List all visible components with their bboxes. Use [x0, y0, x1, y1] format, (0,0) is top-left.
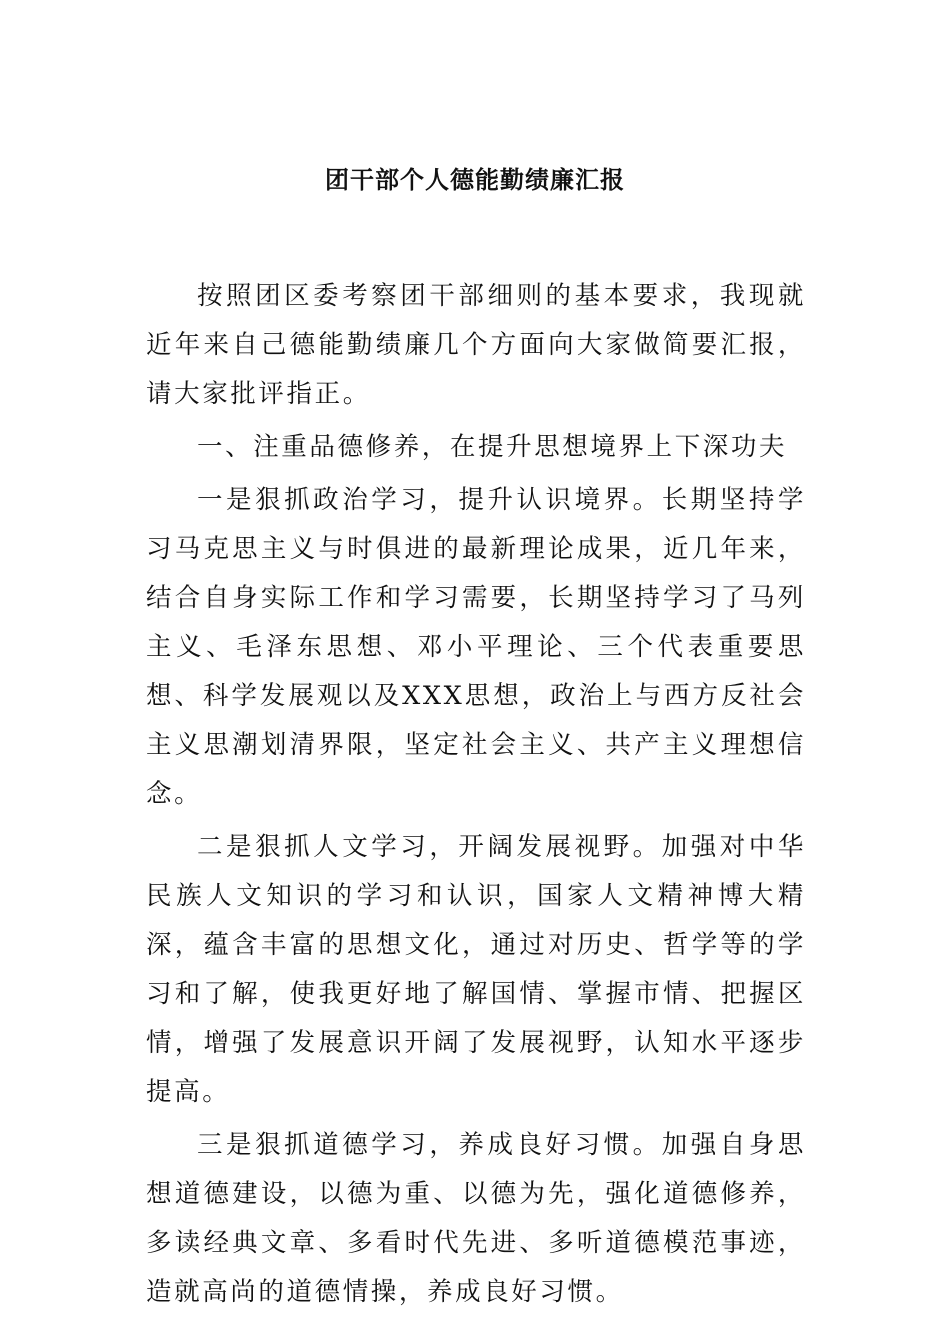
section-heading-1: 一、注重品德修养，在提升思想境界上下深功夫 — [197, 432, 788, 462]
document-body — [146, 272, 806, 1321]
paragraph-humanities-study: 二是狠抓人文学习，开阔发展视野。加强对中华民族人文知识的学习和认识，国家人文精神博大精深，蕴含丰富的思想文化，通过对历史、哲学等的学习和了解，使我更好地了解国情、掌握市情、把握区情，增强了发展意识开阔了发展视野，认知水平逐步提高。 — [146, 832, 806, 1107]
paragraph-intro: 按照团区委考察团干部细则的基本要求，我现就近年来自己德能勤绩廉几个方面向大家做简要汇报，请大家批评指正。 — [146, 281, 806, 409]
paragraph-moral-study: 三是狠抓道德学习，养成良好习惯。加强自身思想道德建设，以德为重、以德为先，强化道德修养，多读经典文章、多看时代先进、多听道德模范事迹，造就高尚的道德情操，养成良好习惯。 — [146, 1130, 806, 1307]
document-title: 团干部个人德能勤绩廉汇报 — [325, 165, 625, 194]
paragraph-political-study: 一是狠抓政治学习，提升认识境界。长期坚持学习马克思主义与时俱进的最新理论成果，近几年来，结合自身实际工作和学习需要，长期坚持学习了马列主义、毛泽东思想、邓小平理论、三个代表重要思想、科学发展观以及XXX思想，政治上与西方反社会主义思潮划清界限，坚定社会主义、共产主义理想信念。 — [146, 485, 806, 809]
